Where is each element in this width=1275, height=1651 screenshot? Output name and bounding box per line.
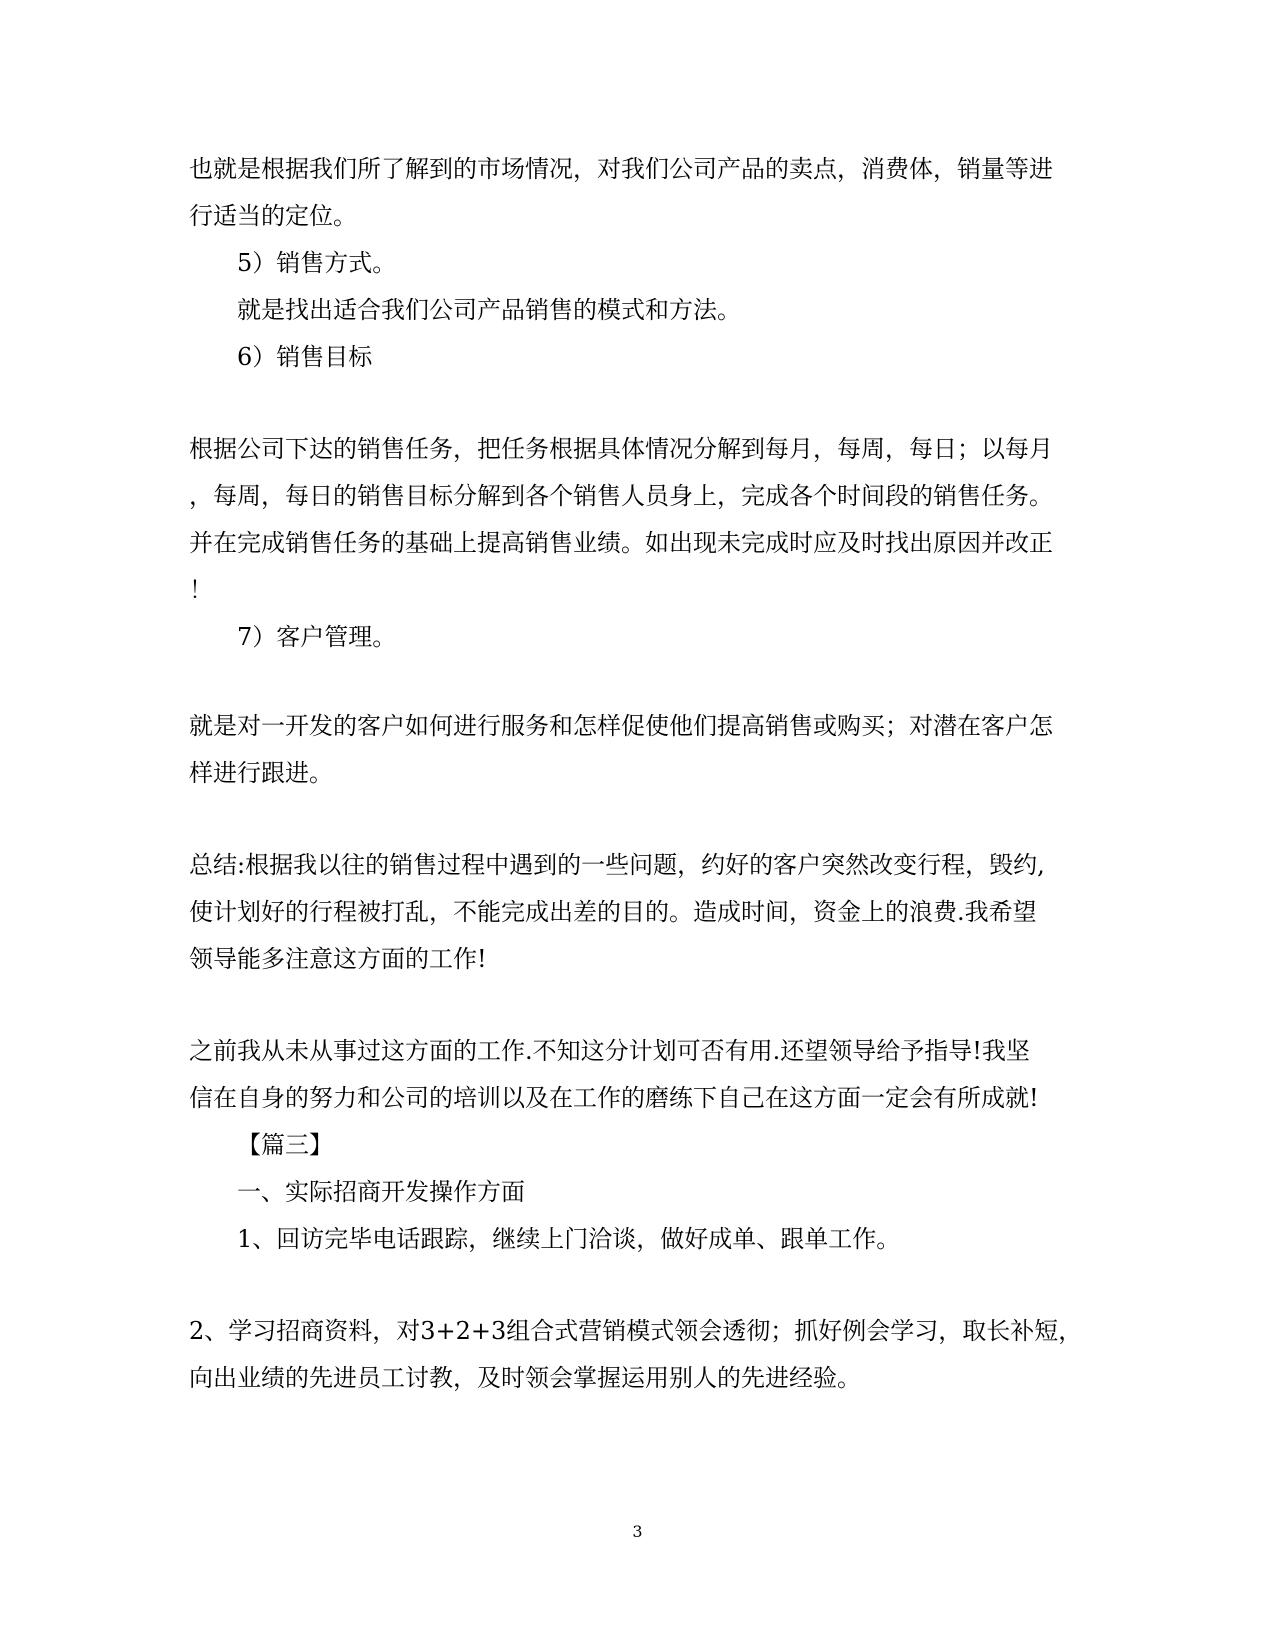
paragraph-line: 总结:根据我以往的销售过程中遇到的一些问题，约好的客户突然改变行程，毁约, bbox=[189, 851, 1045, 879]
paragraph-line: 就是找出适合我们公司产品销售的模式和方法。 bbox=[237, 296, 741, 324]
section-heading: 6）销售目标 bbox=[237, 343, 373, 371]
section-heading: 5）销售方式。 bbox=[237, 249, 397, 277]
paragraph-line: ！ bbox=[189, 576, 213, 604]
paragraph-line: 就是对一开发的客户如何进行服务和怎样促使他们提高销售或购买；对潜在客户怎 bbox=[189, 712, 1053, 740]
paragraph-line: 根据公司下达的销售任务，把任务根据具体情况分解到每月，每周，每日；以每月 bbox=[189, 435, 1053, 463]
paragraph-line: 向出业绩的先进员工讨教，及时领会掌握运用别人的先进经验。 bbox=[189, 1364, 861, 1392]
section-heading: 7）客户管理。 bbox=[237, 623, 397, 651]
paragraph-line: 使计划好的行程被打乱，不能完成出差的目的。造成时间，资金上的浪费.我希望 bbox=[189, 898, 1037, 926]
section-heading: 一、实际招商开发操作方面 bbox=[237, 1178, 525, 1206]
section-title: 【篇三】 bbox=[237, 1131, 333, 1159]
paragraph-line: 也就是根据我们所了解到的市场情况，对我们公司产品的卖点，消费体，销量等进 bbox=[189, 155, 1053, 183]
paragraph-line: 1、回访完毕电话跟踪，继续上门洽谈，做好成单、跟单工作。 bbox=[237, 1225, 901, 1253]
paragraph-line: 信在自身的努力和公司的培训以及在工作的磨练下自己在这方面一定会有所成就! bbox=[189, 1084, 1039, 1112]
paragraph-line: 并在完成销售任务的基础上提高销售业绩。如出现未完成时应及时找出原因并改正 bbox=[189, 529, 1053, 557]
paragraph-line: 行适当的定位。 bbox=[189, 202, 357, 230]
paragraph-line: 之前我从未从事过这方面的工作.不知这分计划可否有用.还望领导给予指导!我坚 bbox=[189, 1037, 1030, 1065]
paragraph-line: 领导能多注意这方面的工作! bbox=[189, 945, 487, 973]
paragraph-line: ，每周，每日的销售目标分解到各个销售人员身上，完成各个时间段的销售任务。 bbox=[189, 482, 1053, 510]
page-number: 3 bbox=[632, 1522, 643, 1541]
paragraph-line: 样进行跟进。 bbox=[189, 759, 333, 787]
paragraph-line: 2、学习招商资料，对3+2+3组合式营销模式领会透彻；抓好例会学习，取长补短， bbox=[189, 1317, 1083, 1345]
